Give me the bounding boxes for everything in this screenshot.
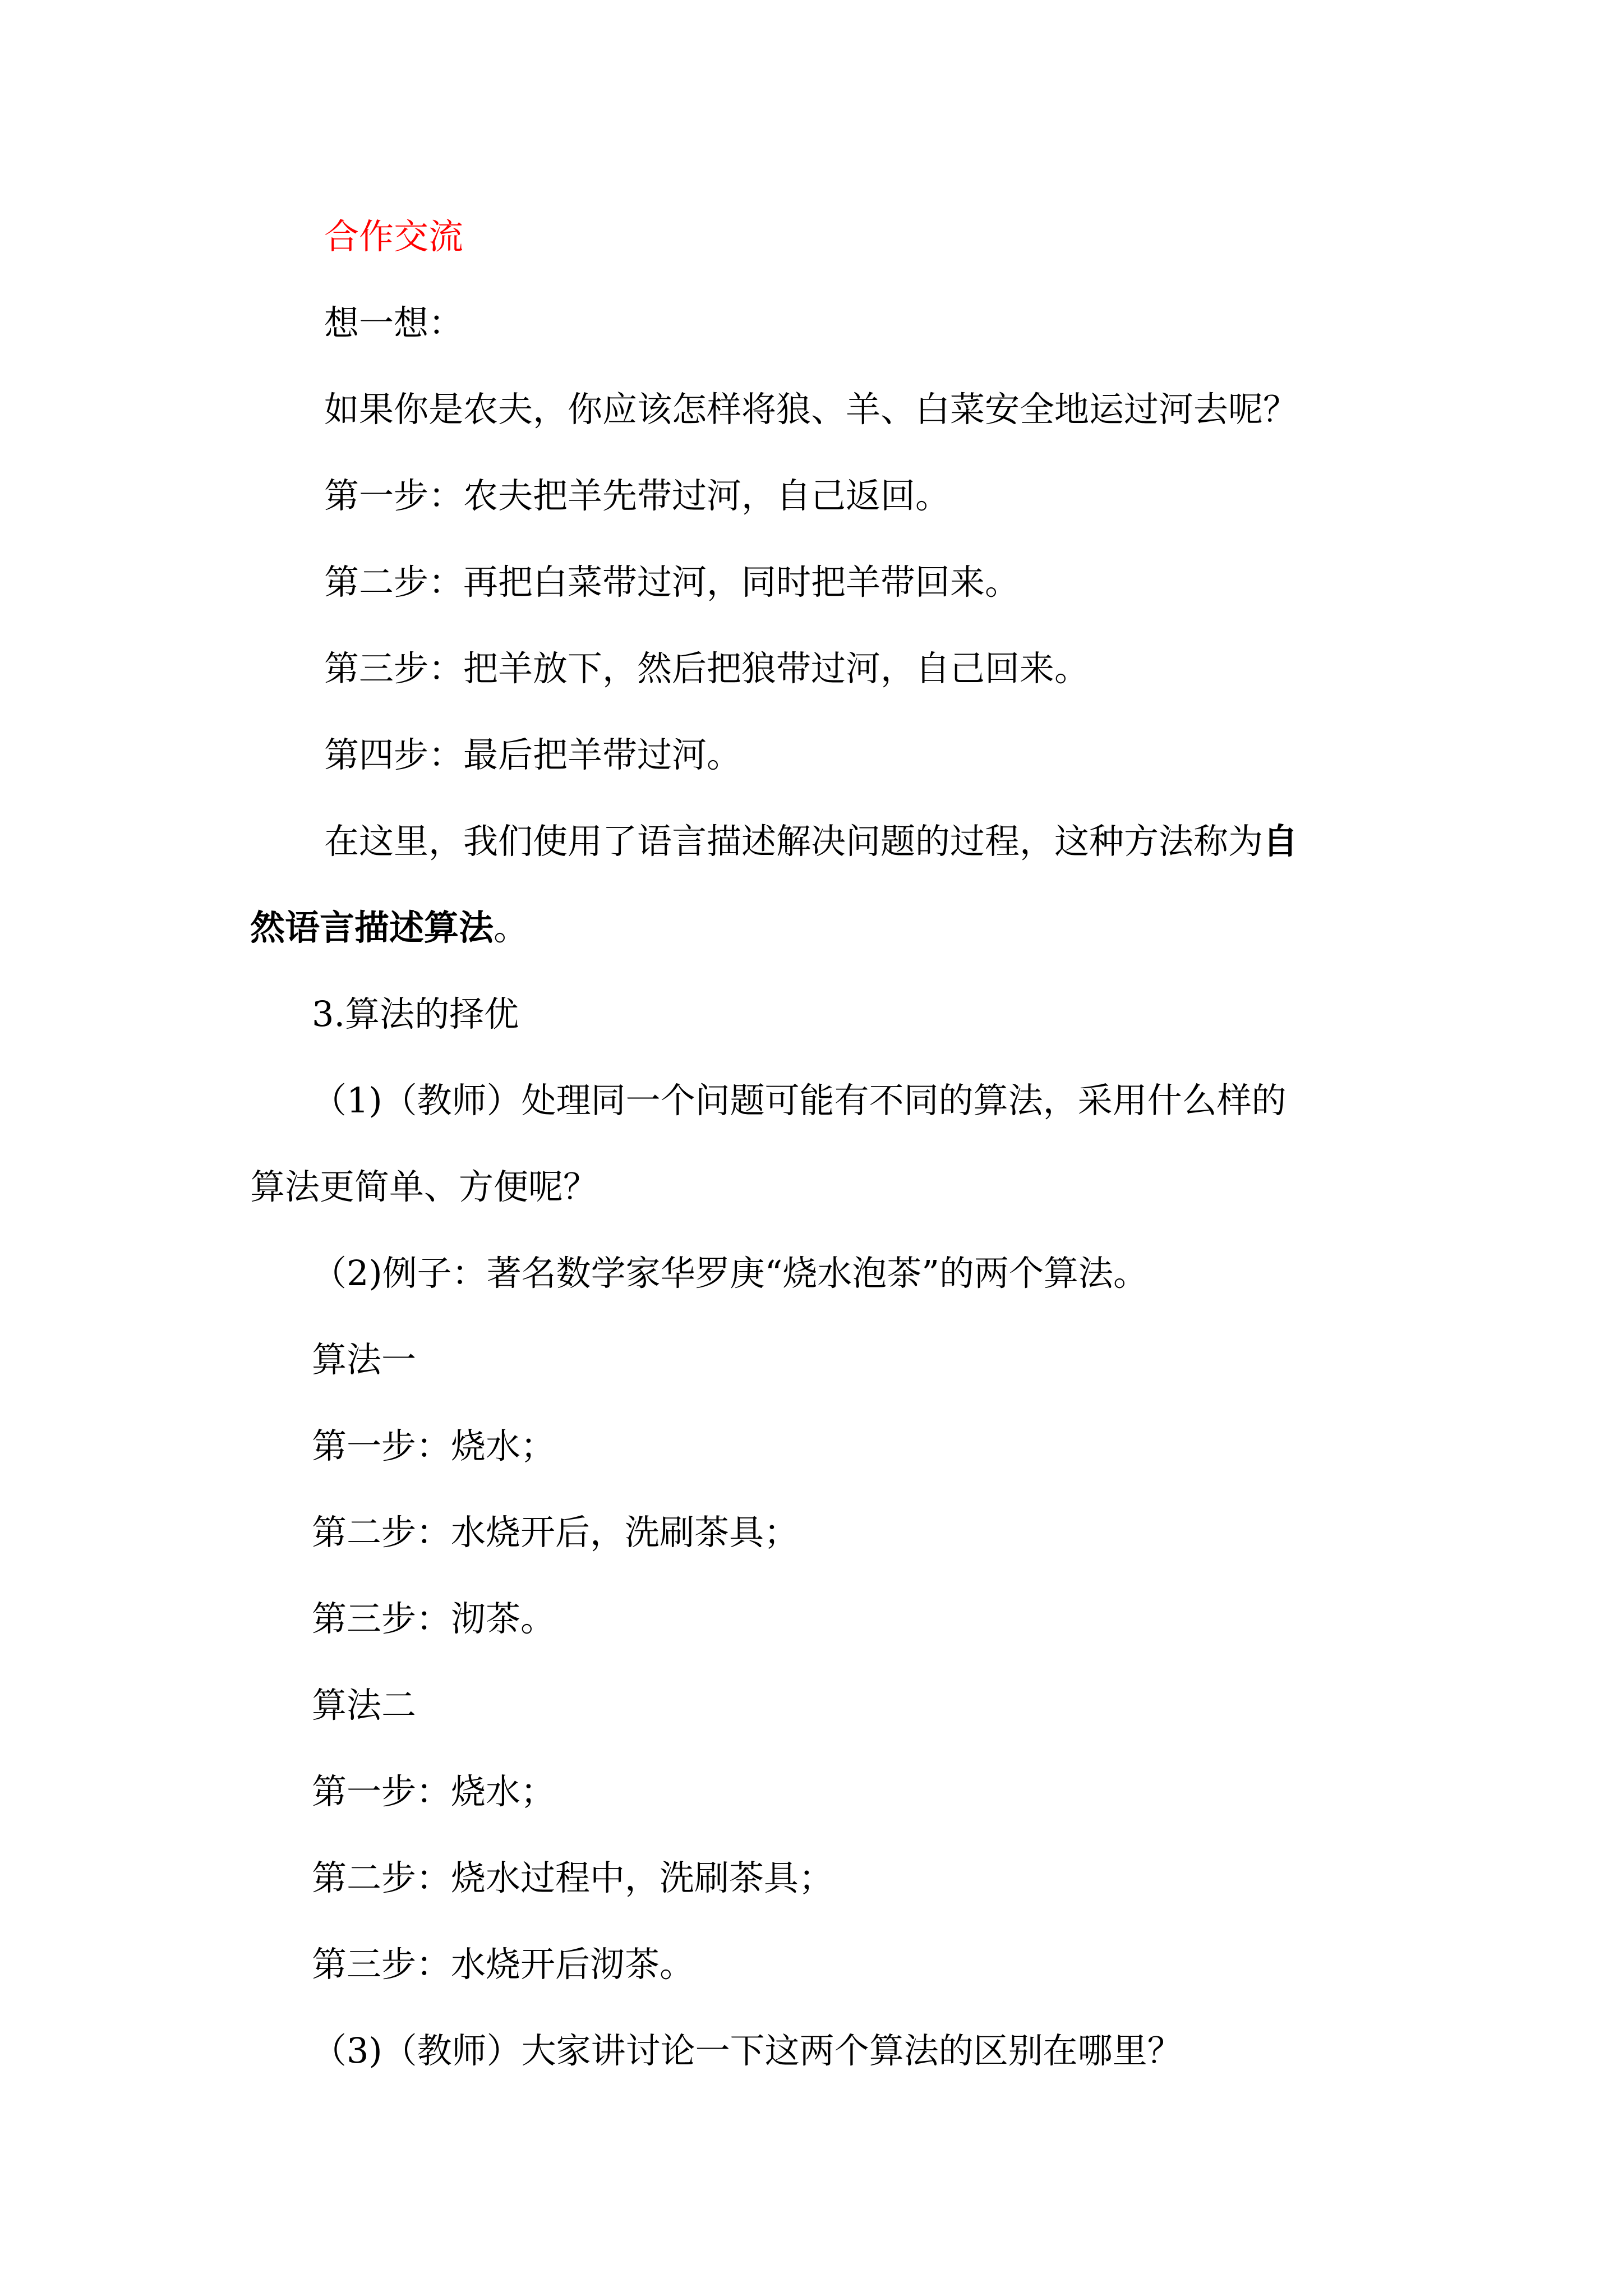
farmer-step-2: 第二步：再把白菜带过河，同时把羊带回来。 <box>324 562 1020 602</box>
summary-text: 在这里，我们使用了语言描述解决问题的过程，这种方法称为 <box>324 821 1264 862</box>
item1-line2: 算法更简单、方便呢？ <box>250 1166 598 1207</box>
subsection-title: 3.算法的择优 <box>312 993 519 1034</box>
algo1-step-1: 第一步：烧水； <box>312 1425 556 1466</box>
farmer-step-1: 第一步：农夫把羊先带过河，自己返回。 <box>324 475 951 516</box>
section-heading: 合作交流 <box>324 216 464 257</box>
farmer-step-4: 第四步：最后把羊带过河。 <box>324 734 742 775</box>
algo2-step-1: 第一步：烧水； <box>312 1771 556 1812</box>
farmer-step-3: 第三步：把羊放下，然后把狼带过河，自己回来。 <box>324 648 1090 689</box>
summary-paragraph-line1 <box>324 819 1298 864</box>
algo1-title: 算法一 <box>312 1339 417 1380</box>
farmer-question: 如果你是农夫，你应该怎样将狼、羊、白菜安全地运过河去呢？ <box>324 389 1298 430</box>
summary-paragraph-line2 <box>250 905 528 950</box>
summary-term-end: 然语言描述算法 <box>250 907 494 948</box>
item3-discussion: （3)（教师）大家讲讨论一下这两个算法的区别在哪里？ <box>312 2030 1182 2071</box>
algo2-step-3: 第三步：水烧开后沏茶。 <box>312 1944 695 1985</box>
summary-period: 。 <box>494 907 529 948</box>
item1-line1: （1)（教师）处理同一个问题可能有不同的算法，采用什么样的 <box>312 1080 1287 1121</box>
item2-example: （2)例子：著名数学家华罗庚“烧水泡茶”的两个算法。 <box>312 1253 1149 1294</box>
summary-term-start: 自 <box>1263 821 1298 862</box>
algo2-title: 算法二 <box>312 1685 417 1726</box>
algo1-step-3: 第三步：沏茶。 <box>312 1598 556 1639</box>
algo1-step-2: 第二步：水烧开后，洗刷茶具； <box>312 1512 799 1553</box>
algo2-step-2: 第二步：烧水过程中，洗刷茶具； <box>312 1857 834 1898</box>
think-prompt: 想一想： <box>324 302 464 343</box>
